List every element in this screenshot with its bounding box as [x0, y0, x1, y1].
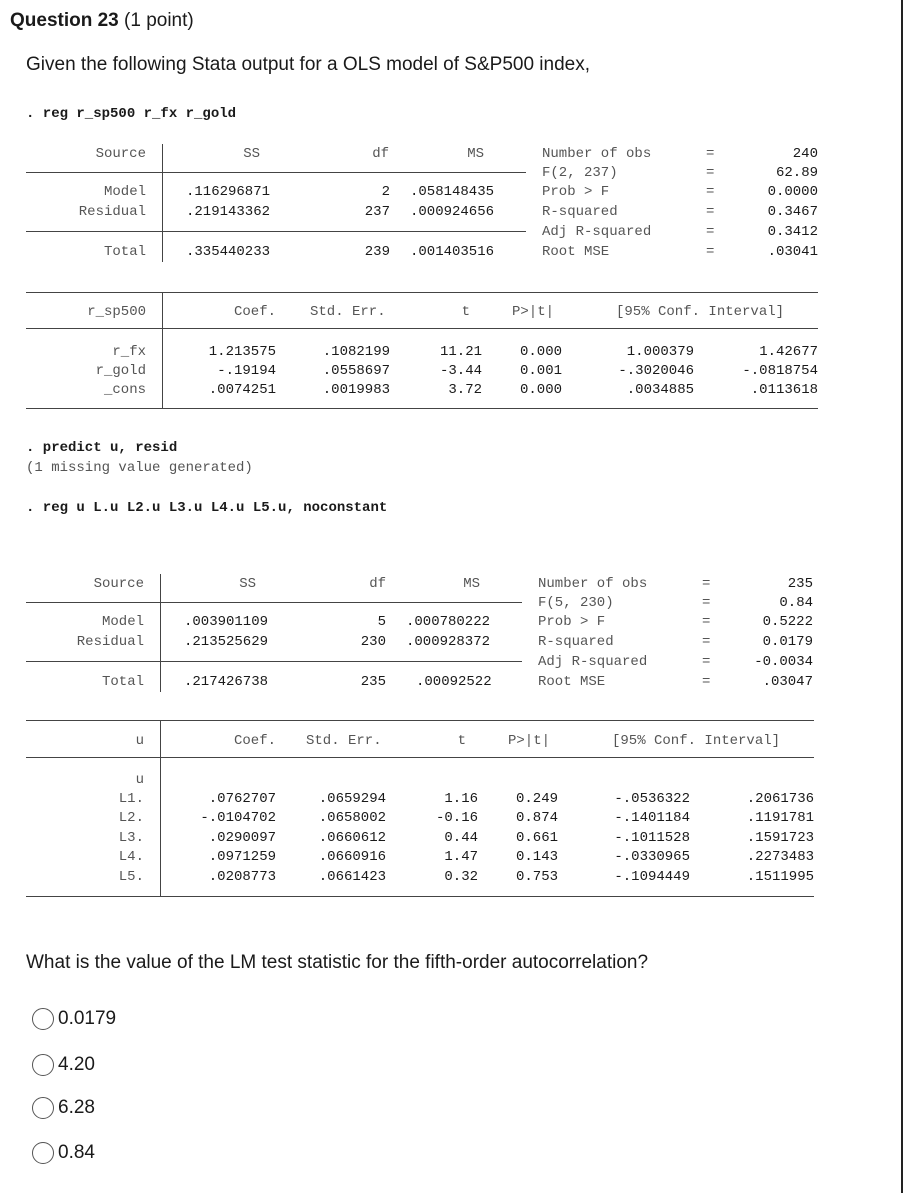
df-value: 230: [360, 634, 386, 650]
ci-header: [95% Conf. Interval]: [612, 733, 781, 749]
dep-var-header: u: [135, 733, 144, 749]
stat-value: 240: [792, 146, 818, 162]
ss-value: .219143362: [186, 204, 271, 220]
var-label: _cons: [103, 382, 146, 398]
se-value: .0661423: [318, 869, 386, 885]
ci-lower: -.1094449: [614, 869, 690, 885]
coef-value: .0971259: [208, 849, 276, 865]
stat-value: 0.3412: [767, 224, 818, 240]
stat-eq: =: [702, 634, 711, 650]
ci-upper: .1591723: [746, 830, 814, 846]
divider: [26, 720, 814, 721]
radio-button[interactable]: [32, 1054, 54, 1076]
var-label: L1.: [118, 791, 144, 807]
t-header: t: [461, 304, 470, 320]
ss-value: .213525629: [184, 634, 269, 650]
ms-value: .001403516: [410, 244, 495, 260]
stata-command-predict: . predict u, resid: [26, 440, 178, 456]
stat-eq: =: [706, 204, 715, 220]
ms-value: .058148435: [410, 184, 495, 200]
divider: [162, 144, 163, 262]
stat-eq: =: [706, 244, 715, 260]
stat-eq: =: [702, 576, 711, 592]
ss-value: .003901109: [184, 614, 269, 630]
ci-upper: .2273483: [746, 849, 814, 865]
divider: [160, 720, 161, 896]
source-label: Residual: [78, 204, 146, 220]
stat-label: F(5, 230): [538, 595, 614, 611]
divider: [26, 172, 526, 173]
divider: [26, 896, 814, 897]
stat-label: R-squared: [538, 634, 614, 650]
radio-button[interactable]: [32, 1008, 54, 1030]
stat-eq: =: [706, 224, 715, 240]
ss-header: SS: [243, 146, 260, 162]
t-value: -3.44: [439, 363, 482, 379]
t-value: 0.44: [444, 830, 478, 846]
ms-header: MS: [463, 576, 480, 592]
ci-upper: .1191781: [746, 810, 814, 826]
t-value: 0.32: [444, 869, 478, 885]
divider: [26, 602, 522, 603]
stat-value: 0.3467: [767, 204, 818, 220]
coef-value: 1.213575: [208, 344, 276, 360]
var-label: L2.: [118, 810, 144, 826]
stat-label: Adj R-squared: [542, 224, 652, 240]
divider: [160, 574, 161, 692]
coef-value: .0762707: [208, 791, 276, 807]
divider: [26, 757, 814, 758]
coef-header: Coef.: [233, 733, 276, 749]
stat-value: -0.0034: [754, 654, 813, 670]
answer-option-4[interactable]: [32, 1142, 95, 1164]
p-header: P>|t|: [508, 733, 551, 749]
p-value: 0.753: [515, 869, 558, 885]
stat-eq: =: [706, 165, 715, 181]
se-value: .0658002: [318, 810, 386, 826]
se-header: Std. Err.: [310, 304, 386, 320]
stat-label: Root MSE: [538, 674, 606, 690]
coef-value: -.0104702: [200, 810, 276, 826]
ss-value: .335440233: [186, 244, 271, 260]
radio-button[interactable]: [32, 1142, 54, 1164]
stat-eq: =: [702, 654, 711, 670]
source-header: Source: [95, 146, 146, 162]
t-value: 11.21: [439, 344, 482, 360]
p-value: 0.874: [515, 810, 558, 826]
ci-upper: .2061736: [746, 791, 814, 807]
stata-command-reg2: . reg u L.u L2.u L3.u L4.u L5.u, noconstant: [26, 500, 388, 516]
var-label: L4.: [118, 849, 144, 865]
var-label: r_fx: [112, 344, 146, 360]
ci-upper: 1.42677: [759, 344, 818, 360]
question-title: Question 23 (1 point): [10, 10, 194, 31]
option-label: 4.20: [58, 1054, 95, 1075]
source-label: Residual: [76, 634, 144, 650]
t-value: -0.16: [435, 810, 478, 826]
stat-value: 62.89: [775, 165, 818, 181]
stat-eq: =: [706, 184, 715, 200]
stat-value: 0.0000: [767, 184, 818, 200]
question-ask: What is the value of the LM test statistic for the fifth-order autocorrelation?: [26, 952, 649, 973]
stat-label: R-squared: [542, 204, 618, 220]
coef-value: .0074251: [208, 382, 276, 398]
ci-lower: -.1401184: [614, 810, 690, 826]
ms-value: .000924656: [410, 204, 495, 220]
se-value: .0660612: [318, 830, 386, 846]
se-value: .1082199: [322, 344, 390, 360]
ms-value: .00092522: [416, 674, 492, 690]
divider: [26, 231, 526, 232]
radio-button[interactable]: [32, 1097, 54, 1119]
stat-label: Number of obs: [542, 146, 652, 162]
stat-label: Prob > F: [538, 614, 606, 630]
stat-value: .03047: [762, 674, 813, 690]
ms-value: .000780222: [406, 614, 491, 630]
df-value: 5: [377, 614, 386, 630]
option-label: 6.28: [58, 1097, 95, 1118]
p-value: 0.249: [515, 791, 558, 807]
se-header: Std. Err.: [306, 733, 382, 749]
p-value: 0.661: [515, 830, 558, 846]
df-header: df: [372, 146, 389, 162]
source-label: Model: [101, 614, 144, 630]
answer-option-3[interactable]: [32, 1097, 95, 1119]
df-value: 239: [364, 244, 390, 260]
df-header: df: [369, 576, 386, 592]
stat-eq: =: [706, 146, 715, 162]
t-header: t: [457, 733, 466, 749]
ci-lower: 1.000379: [626, 344, 694, 360]
var-label: r_gold: [95, 363, 146, 379]
p-header: P>|t|: [512, 304, 555, 320]
stat-value: 0.5222: [762, 614, 813, 630]
ss-value: .217426738: [184, 674, 269, 690]
ci-upper: .0113618: [750, 382, 818, 398]
group-label: u: [135, 772, 144, 788]
t-value: 1.16: [444, 791, 478, 807]
se-value: .0019983: [322, 382, 390, 398]
stat-eq: =: [702, 595, 711, 611]
ci-upper: .1511995: [746, 869, 814, 885]
ss-header: SS: [239, 576, 256, 592]
divider: [162, 292, 163, 408]
p-value: 0.000: [519, 344, 562, 360]
ci-lower: .0034885: [626, 382, 694, 398]
t-value: 3.72: [448, 382, 482, 398]
dep-var-header: r_sp500: [87, 304, 146, 320]
answer-option-2[interactable]: [32, 1054, 95, 1076]
option-label: 0.84: [58, 1142, 95, 1163]
stat-label: Number of obs: [538, 576, 648, 592]
ci-lower: -.0330965: [614, 849, 690, 865]
se-value: .0558697: [322, 363, 390, 379]
stat-label: F(2, 237): [542, 165, 618, 181]
stat-label: Prob > F: [542, 184, 610, 200]
df-value: 2: [381, 184, 390, 200]
ci-upper: -.0818754: [742, 363, 818, 379]
coef-value: .0290097: [208, 830, 276, 846]
df-value: 237: [364, 204, 390, 220]
stat-value: .03041: [767, 244, 818, 260]
divider: [26, 328, 818, 329]
var-label: L3.: [118, 830, 144, 846]
divider: [26, 408, 818, 409]
question-prompt: Given the following Stata output for a OLS model of S&P500 index,: [26, 54, 591, 75]
stata-command-reg1: . reg r_sp500 r_fx r_gold: [26, 106, 237, 122]
stat-value: 0.0179: [762, 634, 813, 650]
var-label: L5.: [118, 869, 144, 885]
coef-value: .0208773: [208, 869, 276, 885]
ci-lower: -.0536322: [614, 791, 690, 807]
answer-option-1[interactable]: [32, 1008, 116, 1030]
source-label: Total: [103, 244, 146, 260]
se-value: .0660916: [318, 849, 386, 865]
coef-value: -.19194: [217, 363, 276, 379]
source-label: Model: [103, 184, 146, 200]
se-value: .0659294: [318, 791, 386, 807]
stat-value: 235: [787, 576, 813, 592]
predict-note: (1 missing value generated): [26, 460, 253, 476]
source-header: Source: [93, 576, 144, 592]
ci-header: [95% Conf. Interval]: [616, 304, 785, 320]
stat-eq: =: [702, 674, 711, 690]
ci-lower: -.1011528: [614, 830, 690, 846]
p-value: 0.001: [519, 363, 562, 379]
coef-header: Coef.: [233, 304, 276, 320]
ms-header: MS: [467, 146, 484, 162]
stat-value: 0.84: [779, 595, 813, 611]
ss-value: .116296871: [186, 184, 271, 200]
df-value: 235: [360, 674, 386, 690]
p-value: 0.143: [515, 849, 558, 865]
stat-label: Adj R-squared: [538, 654, 648, 670]
divider: [26, 292, 818, 293]
ci-lower: -.3020046: [618, 363, 694, 379]
p-value: 0.000: [519, 382, 562, 398]
stat-eq: =: [702, 614, 711, 630]
source-label: Total: [101, 674, 144, 690]
divider: [26, 661, 522, 662]
t-value: 1.47: [444, 849, 478, 865]
stat-label: Root MSE: [542, 244, 610, 260]
option-label: 0.0179: [58, 1008, 117, 1029]
ms-value: .000928372: [406, 634, 491, 650]
